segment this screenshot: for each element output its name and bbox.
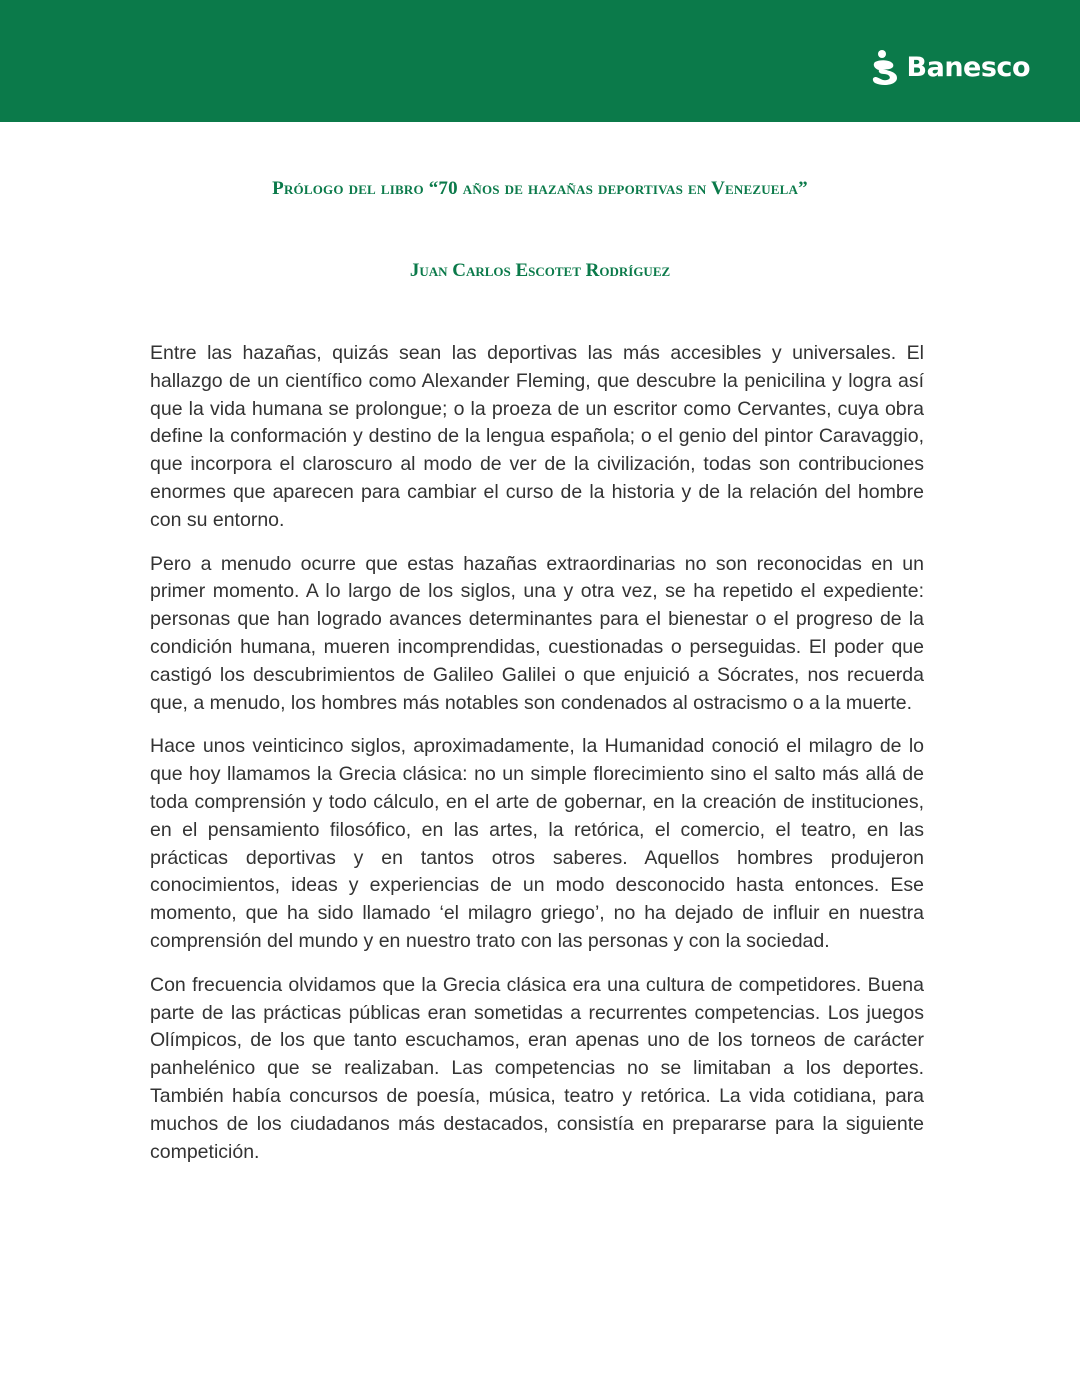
document-title: Prólogo del libro “70 años de hazañas deportivas en Venezuela”: [272, 178, 808, 199]
document-author: Juan Carlos Escotet Rodríguez: [409, 260, 671, 281]
paragraph: Con frecuencia olvidamos que la Grecia clásica era una cultura de competidores. Buena parte de las prácticas públicas eran sometidas a recurrentes competencias. Los juegos Olímpicos, de los que tanto escuchamos, eran apenas uno de los torneos de carácter panhelénico que se realizaban. Las competencias no se limitaban a los deportes. También había concursos de poesía, música, teatro y retórica. La vida cotidiana, para muchos de los ciudadanos más destacados, consistía en prepararse para la siguiente competición.: [150, 973, 924, 1163]
brand-name: Banesco: [906, 52, 1030, 83]
banesco-logo-icon: [869, 48, 903, 88]
banesco-logo: [869, 48, 1030, 88]
header-band: [0, 0, 1080, 122]
paragraph: Hace unos veinticinco siglos, aproximadamente, la Humanidad conoció el milagro de lo que hoy llamamos la Grecia clásica: no un simple florecimiento sino el salto más allá de toda comprensión y todo cálculo, en el arte de gobernar, en la creación de instituciones, en el pensamiento filosófico, en las artes, la retórica, el comercio, el teatro, en las prácticas deportivas y en tantos otros saberes. Aquellos hombres produjeron conocimientos, ideas y experiencias de un modo desconocido hasta entonces. Ese momento, que ha sido llamado ‘el milagro griego’, no ha dejado de influir en nuestra comprensión del mundo y en nuestro trato con las personas y con la sociedad.: [150, 735, 924, 952]
paragraph: Entre las hazañas, quizás sean las deportivas las más accesibles y universales. El hallazgo de un científico como Alexander Fleming, que descubre la penicilina y logra así que la vida humana se prolongue; o la proeza de un escritor como Cervantes, cuya obra define la conformación y destino de la lengua española; o el genio del pintor Caravaggio, que incorpora el claroscuro al modo de ver de la civilización, todas son contribuciones enormes que aparecen para cambiar el curso de la historia y de la relación del hombre con su entorno.: [150, 342, 924, 531]
document-body: [150, 340, 924, 1182]
paragraph: Pero a menudo ocurre que estas hazañas extraordinarias no son reconocidas en un primer momento. A lo largo de los siglos, una y otra vez, se ha repetido el expediente: personas que han logrado avances determinantes para el bienestar o el progreso de la condición humana, mueren incomprendidas, cuestionadas o perseguidas. El poder que castigó los descubrimientos de Galileo Galilei o que enjuició a Sócrates, nos recuerda que, a menudo, los hombres más notables son condenados al ostracismo o a la muerte.: [150, 552, 924, 714]
